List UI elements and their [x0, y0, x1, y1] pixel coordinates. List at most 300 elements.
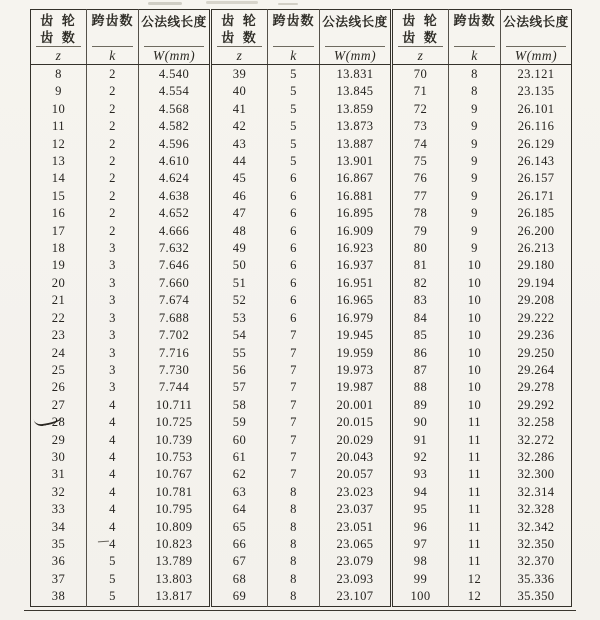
w-cell: 20.001 [320, 397, 392, 414]
scan-smudge [278, 3, 298, 5]
k-cell: 7 [268, 414, 320, 431]
table-row [31, 327, 572, 344]
k-cell: 10 [449, 345, 501, 362]
z-cell: 67 [211, 553, 268, 570]
k-cell: 10 [449, 292, 501, 309]
z-cell: 50 [211, 257, 268, 274]
z-cell: 91 [392, 432, 449, 449]
k-cell: 6 [268, 292, 320, 309]
z-cell: 36 [51, 554, 66, 569]
k-cell: 3 [87, 310, 139, 327]
w-cell: 7.702 [139, 327, 211, 344]
k-cell: 2 [87, 118, 139, 135]
table-row [31, 345, 572, 362]
w-cell: 16.867 [320, 170, 392, 187]
z-cell: 74 [392, 136, 449, 153]
z-cell: 19 [51, 258, 66, 273]
w-cell: 13.803 [139, 571, 211, 588]
k-cell: 10 [449, 327, 501, 344]
table-row [31, 153, 572, 170]
table-row [31, 275, 572, 292]
span-teeth-label: 跨齿数 [453, 14, 496, 29]
k-cell: 7 [268, 345, 320, 362]
w-cell: 32.342 [501, 519, 572, 536]
k-cell: 4 [87, 536, 139, 553]
k-cell: 6 [268, 257, 320, 274]
k-cell: 2 [87, 205, 139, 222]
z-cell: 86 [392, 345, 449, 362]
w-cell: 20.029 [320, 432, 392, 449]
w-cell: 23.023 [320, 484, 392, 501]
z-cell: 64 [211, 501, 268, 518]
k-cell: 7 [268, 327, 320, 344]
k-cell: 2 [87, 83, 139, 100]
w-cell: 7.674 [139, 292, 211, 309]
k-cell: 5 [268, 65, 320, 84]
k-cell: 9 [449, 223, 501, 240]
header-gear-teeth-3 [392, 10, 449, 65]
z-cell: 61 [211, 449, 268, 466]
w-cell: 7.688 [139, 310, 211, 327]
w-cell: 29.194 [501, 275, 572, 292]
z-cell: 42 [211, 118, 268, 135]
header-row [31, 10, 572, 65]
table-body [31, 65, 572, 607]
z-cell: 53 [211, 310, 268, 327]
z-symbol: z [398, 46, 443, 64]
normal-length-label: 公法线长度 [141, 14, 207, 29]
w-cell: 23.135 [501, 83, 572, 100]
header-gear-teeth-2 [211, 10, 268, 65]
w-cell: 7.730 [139, 362, 211, 379]
w-cell: 4.540 [139, 65, 211, 84]
z-cell: 84 [392, 310, 449, 327]
k-cell: 6 [268, 223, 320, 240]
z-cell: 96 [392, 519, 449, 536]
w-cell: 13.901 [320, 153, 392, 170]
z-cell: 22 [51, 310, 66, 325]
w-cell: 26.143 [501, 153, 572, 170]
k-cell: 6 [268, 188, 320, 205]
table-header [31, 10, 572, 65]
z-cell: 82 [392, 275, 449, 292]
k-cell: 2 [87, 223, 139, 240]
k-cell: 7 [268, 362, 320, 379]
k-cell: 8 [268, 571, 320, 588]
k-cell: 4 [87, 501, 139, 518]
k-cell: 10 [449, 257, 501, 274]
k-cell: 11 [449, 414, 501, 431]
z-cell: 27 [51, 397, 66, 412]
w-cell: 10.711 [139, 397, 211, 414]
k-cell: 5 [268, 153, 320, 170]
w-cell: 7.744 [139, 379, 211, 396]
table-row [31, 536, 572, 553]
w-cell: 29.292 [501, 397, 572, 414]
w-cell: 26.129 [501, 136, 572, 153]
z-cell: 68 [211, 571, 268, 588]
header-normal-length-1 [139, 10, 211, 65]
k-cell: 4 [87, 484, 139, 501]
z-cell: 37 [51, 571, 66, 586]
w-cell: 4.666 [139, 223, 211, 240]
k-cell: 4 [87, 449, 139, 466]
table-row [31, 170, 572, 187]
z-cell: 99 [392, 571, 449, 588]
header-span-teeth-2 [268, 10, 320, 65]
z-cell: 29 [51, 432, 66, 447]
z-cell: 60 [211, 432, 268, 449]
z-cell: 8 [55, 67, 62, 81]
w-cell: 10.725 [139, 414, 211, 431]
w-cell: 32.350 [501, 536, 572, 553]
w-cell: 23.121 [501, 65, 572, 84]
table-row [31, 588, 572, 606]
w-cell: 29.222 [501, 310, 572, 327]
z-cell: 34 [51, 519, 66, 534]
k-cell: 6 [268, 205, 320, 222]
z-cell: 17 [51, 223, 66, 238]
w-cell: 10.767 [139, 466, 211, 483]
w-cell: 29.180 [501, 257, 572, 274]
z-cell: 70 [392, 65, 449, 84]
w-cell: 16.923 [320, 240, 392, 257]
table-row [31, 257, 572, 274]
table-row [31, 432, 572, 449]
w-cell: 26.171 [501, 188, 572, 205]
z-cell: 21 [51, 293, 66, 308]
normal-length-label: 公法线长度 [322, 14, 388, 29]
w-cell: 23.065 [320, 536, 392, 553]
w-cell: 32.314 [501, 484, 572, 501]
table-row [31, 571, 572, 588]
z-cell: 46 [211, 188, 268, 205]
z-cell: 95 [392, 501, 449, 518]
gear-span-measurement-table [30, 9, 572, 607]
k-cell: 5 [268, 83, 320, 100]
w-cell: 13.831 [320, 65, 392, 84]
w-cell: 16.965 [320, 292, 392, 309]
w-cell: 26.101 [501, 101, 572, 118]
table-row [31, 362, 572, 379]
k-cell: 3 [87, 257, 139, 274]
w-cell: 10.739 [139, 432, 211, 449]
w-cell: 19.959 [320, 345, 392, 362]
gear-teeth-label: 齿 数 [40, 31, 77, 47]
k-cell: 9 [449, 101, 501, 118]
z-cell: 73 [392, 118, 449, 135]
k-symbol: k [92, 46, 133, 64]
k-cell: 12 [449, 588, 501, 606]
k-cell: 11 [449, 553, 501, 570]
z-cell: 16 [51, 206, 66, 221]
z-cell: 20 [51, 275, 66, 290]
z-cell: 31 [51, 467, 66, 482]
k-cell: 2 [87, 136, 139, 153]
table-row [31, 397, 572, 414]
k-cell: 7 [268, 397, 320, 414]
scan-smudge [148, 2, 182, 5]
z-cell: 59 [211, 414, 268, 431]
z-cell: 81 [392, 257, 449, 274]
k-cell: 9 [449, 188, 501, 205]
table-row [31, 292, 572, 309]
z-cell: 54 [211, 327, 268, 344]
z-cell: 9 [55, 84, 62, 99]
z-cell: 44 [211, 153, 268, 170]
k-cell: 9 [449, 136, 501, 153]
k-cell: 10 [449, 275, 501, 292]
z-cell: 79 [392, 223, 449, 240]
k-cell: 7 [268, 449, 320, 466]
z-cell: 100 [392, 588, 449, 606]
k-cell: 5 [87, 571, 139, 588]
header-normal-length-3 [501, 10, 572, 65]
k-cell: 11 [449, 484, 501, 501]
w-cell: 13.873 [320, 118, 392, 135]
table-row [31, 101, 572, 118]
k-cell: 8 [449, 65, 501, 84]
k-cell: 2 [87, 101, 139, 118]
k-cell: 2 [87, 170, 139, 187]
z-cell: 32 [51, 484, 66, 499]
table-row [31, 83, 572, 100]
w-cell: 32.328 [501, 501, 572, 518]
z-cell: 24 [51, 345, 66, 360]
k-cell: 9 [449, 118, 501, 135]
table-row [31, 501, 572, 518]
z-cell: 40 [211, 83, 268, 100]
table-row [31, 65, 572, 84]
table-row [31, 553, 572, 570]
w-cell: 23.079 [320, 553, 392, 570]
k-cell: 5 [87, 553, 139, 570]
z-cell: 14 [51, 171, 66, 186]
z-cell: 98 [392, 553, 449, 570]
k-cell: 3 [87, 327, 139, 344]
z-cell: 49 [211, 240, 268, 257]
z-cell: 93 [392, 466, 449, 483]
k-cell: 4 [87, 397, 139, 414]
z-cell: 77 [392, 188, 449, 205]
w-cell: 10.809 [139, 519, 211, 536]
k-cell: 8 [449, 83, 501, 100]
w-cell: 32.300 [501, 466, 572, 483]
w-cell: 16.979 [320, 310, 392, 327]
z-cell: 33 [51, 502, 66, 517]
k-cell: 4 [87, 519, 139, 536]
z-cell: 94 [392, 484, 449, 501]
w-cell: 35.350 [501, 588, 572, 606]
w-cell: 16.895 [320, 205, 392, 222]
w-cell: 20.057 [320, 466, 392, 483]
z-cell: 15 [51, 188, 66, 203]
w-cell: 7.660 [139, 275, 211, 292]
k-cell: 8 [268, 588, 320, 606]
z-cell: 80 [392, 240, 449, 257]
w-cell: 10.753 [139, 449, 211, 466]
z-cell: 35 [51, 536, 66, 551]
gear-teeth-label: 齿 轮 [221, 14, 258, 29]
table-row [31, 414, 572, 431]
z-cell: 76 [392, 170, 449, 187]
header-span-teeth-1 [87, 10, 139, 65]
k-cell: 4 [87, 466, 139, 483]
table-row [31, 118, 572, 135]
z-cell: 43 [211, 136, 268, 153]
w-cell: 29.278 [501, 379, 572, 396]
z-cell: 12 [51, 136, 66, 151]
w-cell: 4.652 [139, 205, 211, 222]
z-cell: 23 [51, 328, 66, 343]
k-cell: 4 [87, 414, 139, 431]
k-cell: 11 [449, 519, 501, 536]
w-cell: 16.937 [320, 257, 392, 274]
w-cell: 19.973 [320, 362, 392, 379]
z-cell: 52 [211, 292, 268, 309]
w-cell: 4.554 [139, 83, 211, 100]
k-cell: 8 [268, 501, 320, 518]
w-cell: 32.370 [501, 553, 572, 570]
w-cell: 26.116 [501, 118, 572, 135]
table-row [31, 240, 572, 257]
w-cell: 19.987 [320, 379, 392, 396]
k-cell: 7 [268, 466, 320, 483]
z-cell: 11 [52, 119, 65, 134]
bottom-rule [24, 610, 576, 611]
z-cell: 47 [211, 205, 268, 222]
table-row [31, 136, 572, 153]
k-cell: 5 [87, 588, 139, 606]
table-row [31, 310, 572, 327]
k-cell: 3 [87, 345, 139, 362]
normal-length-label: 公法线长度 [503, 14, 569, 29]
k-cell: 7 [268, 432, 320, 449]
k-cell: 10 [449, 397, 501, 414]
w-cell: 13.845 [320, 83, 392, 100]
z-cell: 78 [392, 205, 449, 222]
table-row [31, 379, 572, 396]
scan-smudge [206, 1, 258, 4]
k-cell: 9 [449, 240, 501, 257]
k-cell: 4 [87, 432, 139, 449]
z-cell: 88 [392, 379, 449, 396]
k-cell: 6 [268, 275, 320, 292]
table-row [31, 484, 572, 501]
w-symbol: W(mm) [325, 46, 385, 64]
span-teeth-label: 跨齿数 [91, 14, 134, 29]
k-cell: 7 [268, 379, 320, 396]
k-cell: 3 [87, 379, 139, 396]
z-cell: 18 [51, 241, 66, 256]
w-cell: 4.624 [139, 170, 211, 187]
w-cell: 26.200 [501, 223, 572, 240]
w-cell: 16.881 [320, 188, 392, 205]
w-cell: 20.015 [320, 414, 392, 431]
w-cell: 13.817 [139, 588, 211, 606]
k-cell: 6 [268, 310, 320, 327]
w-cell: 4.610 [139, 153, 211, 170]
k-cell: 5 [268, 101, 320, 118]
z-cell: 72 [392, 101, 449, 118]
z-cell: 30 [51, 449, 66, 464]
table-row [31, 188, 572, 205]
z-cell: 85 [392, 327, 449, 344]
z-cell: 41 [211, 101, 268, 118]
k-cell: 8 [268, 553, 320, 570]
k-cell: 9 [449, 205, 501, 222]
k-cell: 6 [268, 240, 320, 257]
z-cell: 56 [211, 362, 268, 379]
w-cell: 23.093 [320, 571, 392, 588]
z-cell: 90 [392, 414, 449, 431]
k-cell: 3 [87, 275, 139, 292]
w-cell: 29.236 [501, 327, 572, 344]
k-cell: 11 [449, 432, 501, 449]
k-cell: 9 [449, 153, 501, 170]
gear-teeth-label: 齿 数 [402, 31, 439, 47]
k-cell: 3 [87, 240, 139, 257]
z-cell: 57 [211, 379, 268, 396]
z-cell: 48 [211, 223, 268, 240]
w-cell: 29.208 [501, 292, 572, 309]
header-span-teeth-3 [449, 10, 501, 65]
k-cell: 5 [268, 118, 320, 135]
k-cell: 11 [449, 536, 501, 553]
w-cell: 10.781 [139, 484, 211, 501]
w-cell: 13.789 [139, 553, 211, 570]
k-cell: 10 [449, 362, 501, 379]
w-cell: 26.185 [501, 205, 572, 222]
z-cell: 92 [392, 449, 449, 466]
k-cell: 5 [268, 136, 320, 153]
k-symbol: k [454, 46, 495, 64]
k-cell: 10 [449, 379, 501, 396]
w-cell: 29.250 [501, 345, 572, 362]
z-cell: 62 [211, 466, 268, 483]
w-cell: 32.258 [501, 414, 572, 431]
w-cell: 29.264 [501, 362, 572, 379]
k-cell: 3 [87, 362, 139, 379]
z-cell: 87 [392, 362, 449, 379]
w-cell: 23.051 [320, 519, 392, 536]
header-normal-length-2 [320, 10, 392, 65]
w-cell: 13.859 [320, 101, 392, 118]
w-cell: 10.823 [139, 536, 211, 553]
k-cell: 8 [268, 536, 320, 553]
z-cell: 51 [211, 275, 268, 292]
z-cell: 58 [211, 397, 268, 414]
w-cell: 7.632 [139, 240, 211, 257]
table-row [31, 223, 572, 240]
z-cell: 39 [211, 65, 268, 84]
k-cell: 11 [449, 449, 501, 466]
z-cell: 89 [392, 397, 449, 414]
k-cell: 2 [87, 188, 139, 205]
z-cell: 66 [211, 536, 268, 553]
z-cell: 69 [211, 588, 268, 606]
w-cell: 4.568 [139, 101, 211, 118]
gear-teeth-label: 齿 轮 [402, 14, 439, 29]
w-cell: 23.037 [320, 501, 392, 518]
z-cell: 97 [392, 536, 449, 553]
z-symbol: z [217, 46, 262, 64]
table-row [31, 466, 572, 483]
header-gear-teeth-1 [31, 10, 87, 65]
w-cell: 26.157 [501, 170, 572, 187]
k-cell: 8 [268, 519, 320, 536]
z-cell: 71 [392, 83, 449, 100]
